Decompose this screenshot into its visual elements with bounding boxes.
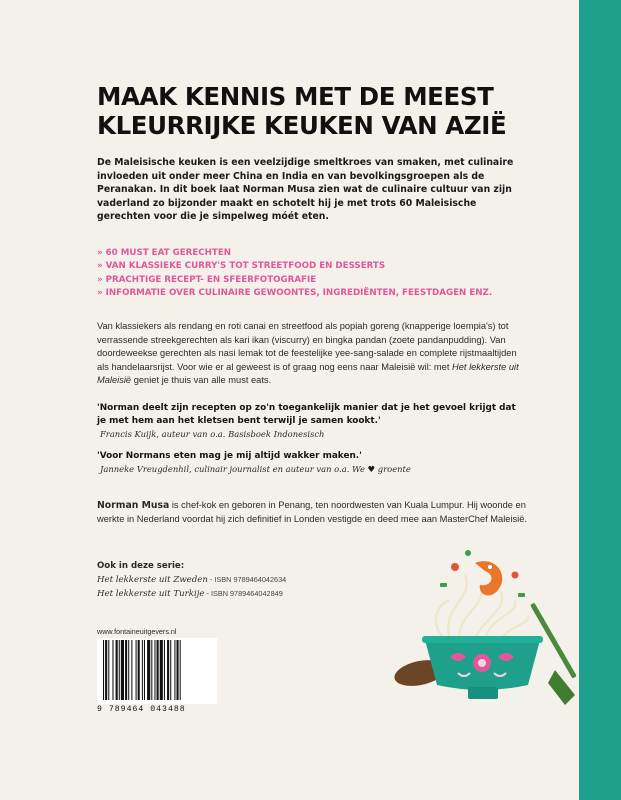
- barcode-bars: [101, 640, 213, 702]
- herb-icon: [518, 593, 525, 597]
- barcode-bar: [167, 640, 169, 700]
- barcode-bar: [125, 640, 127, 700]
- series-list: [97, 560, 357, 600]
- quote-text: 'Voor Normans eten mag je mij altijd wakker maken.': [97, 451, 362, 461]
- barcode-bar: [144, 640, 145, 700]
- chopsticks-icon: [530, 603, 577, 706]
- barcode-bar: [160, 640, 163, 700]
- barcode-number: 9 789464 043488: [97, 705, 186, 714]
- barcode-bar: [138, 640, 140, 700]
- barcode-bar: [170, 640, 171, 700]
- heart-icon: ♥: [367, 464, 376, 475]
- barcode-bar: [147, 640, 150, 700]
- barcode-bar: [105, 640, 107, 700]
- author-name: Norman Musa: [97, 500, 170, 511]
- noodles-icon: [436, 575, 528, 640]
- quote-source: [97, 463, 527, 476]
- series-book-title: Het lekkerste uit Turkije: [97, 588, 205, 599]
- chili-icon: [451, 563, 459, 571]
- series-book-title: Het lekkerste uit Zweden: [97, 574, 208, 585]
- quote-source-text: Janneke Vreugdenhil, culinair journalist en auteur van o.a. We: [100, 464, 365, 475]
- barcode-bar: [136, 640, 137, 700]
- series-item: [97, 573, 357, 587]
- headline-line-2: KLEURRIJKE KEUKEN VAN AZIË: [97, 111, 507, 140]
- herb-icon: [465, 550, 471, 556]
- quote-1: [97, 402, 527, 441]
- barcode: [97, 638, 217, 704]
- book-title-italic: Het lekkerste uit Maleisië: [97, 361, 519, 386]
- noodle-bowl-illustration: [380, 545, 580, 725]
- headline: [97, 82, 537, 140]
- quote-text: 'Norman deelt zijn recepten op zo'n toegankelijk manier dat je het gevoel krijgt dat je met hem aan het kletsen bent terwijl je samen kookt.': [97, 403, 516, 427]
- feature-item: » PRACHTIGE RECEPT- EN SFEERFOTOGRAFIE: [97, 274, 317, 285]
- shrimp-icon: [475, 561, 502, 595]
- barcode-bar: [157, 640, 159, 700]
- barcode-bar: [112, 640, 113, 700]
- description-text-end: geniet je thuis van alle must eats.: [131, 375, 272, 386]
- barcode-bar: [108, 640, 109, 700]
- barcode-bar: [128, 640, 129, 700]
- barcode-bar: [103, 640, 104, 700]
- series-title: Ook in deze serie:: [97, 561, 185, 571]
- herb-icon: [440, 583, 447, 587]
- series-book-isbn: - ISBN 9789464042634: [207, 574, 287, 584]
- quote-2: [97, 450, 527, 476]
- book-spine-stripe: [579, 0, 621, 800]
- intro-paragraph: De Maleisische keuken is een veelzijdige smeltkroes van smaken, met culinaire invloeden uit onder meer China en India en van bevolkingsgroepen als de Peranakan. In dit boek laat Norman Musa zien wat de culinaire cultuur van zijn vaderland zo bijzonder maakt en schotelt hij je met trots 60 Maleisische gerechten voor die je simpelweg móét eten.: [97, 157, 514, 223]
- quote-source: Francis Kuijk, auteur van o.a. Basisboek Indonesisch: [100, 429, 325, 440]
- author-bio: [97, 499, 527, 526]
- series-item: [97, 587, 357, 601]
- barcode-bar: [180, 640, 181, 700]
- quote-source-text-end: groente: [377, 464, 411, 475]
- feature-list: [97, 247, 527, 301]
- barcode-bar: [142, 640, 143, 700]
- barcode-bar: [177, 640, 179, 700]
- barcode-bar: [154, 640, 155, 700]
- barcode-bar: [174, 640, 175, 700]
- feature-item: » 60 MUST EAT GERECHTEN: [97, 248, 232, 258]
- barcode-bar: [119, 640, 120, 700]
- feature-item: » VAN KLASSIEKE CURRY'S TOT STREETFOOD EN DESSERTS: [97, 261, 386, 272]
- author-bio-text: is chef-kok en geboren in Penang, ten noordwesten van Kuala Lumpur. Hij woonde en werkte in Nederland voordat hij zich definitief in Londen vestigde en deed mee aan MasterChef Maleisië.: [97, 500, 527, 524]
- barcode-bar: [121, 640, 124, 700]
- barcode-bar: [116, 640, 118, 700]
- description-text: Van klassiekers als rendang en roti canai en streetfood als popiah goreng (knapperige loempia's) tot verrassende streekgerechten als kari ikan (viscurry) en bingka pandan (zoete pandanpudding). Van doordeweekse gerechten als nasi lemak tot de feestelijke yee-sang-salade en complete rijstmaaltijden als handelaarsrijst. Voor wie er al geweest is of graag nog eens naar Maleisië wil: met: [97, 321, 517, 372]
- headline-line-1: MAAK KENNIS MET DE MEEST: [97, 82, 494, 111]
- barcode-bar: [164, 640, 165, 700]
- barcode-bar: [151, 640, 152, 700]
- feature-item: » INFORMATIE OVER CULINAIRE GEWOONTES, INGREDIËNTEN, FEESTDAGEN ENZ.: [97, 288, 493, 299]
- series-book-isbn: - ISBN 9789464042849: [204, 588, 283, 598]
- publisher-website: www.fontaineuitgevers.nl: [97, 627, 177, 636]
- bowl-icon: [422, 636, 543, 699]
- barcode-bar: [131, 640, 132, 700]
- chili-icon: [512, 572, 519, 579]
- description-paragraph: [97, 320, 527, 388]
